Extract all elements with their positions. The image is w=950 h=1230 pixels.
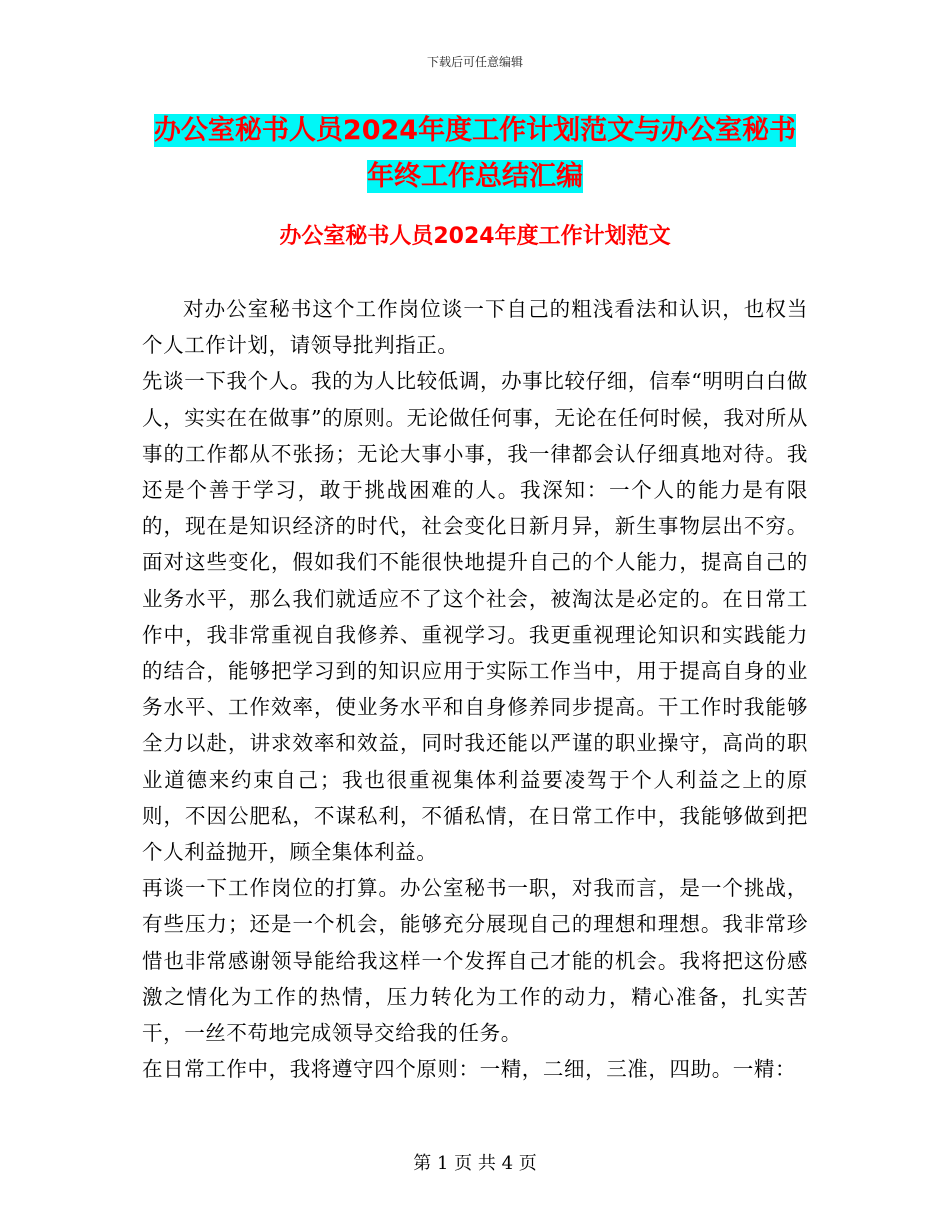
document-body: [142, 291, 808, 1087]
document-title: [0, 108, 950, 200]
page-footer: 第 1 页 共 4 页: [413, 1153, 537, 1174]
paragraph: 对办公室秘书这个工作岗位谈一下自己的粗浅看法和认识，也权当个人工作计划，请领导批判指正。: [142, 297, 808, 358]
section-title: 办公室秘书人员2024年度工作计划范文: [279, 224, 671, 249]
page-header: 下载后可任意编辑: [426, 55, 523, 69]
document-title-line-1: 办公室秘书人员2024年度工作计划范文与办公室秘书: [153, 115, 797, 146]
paragraph: 先谈一下我个人。我的为人比较低调，办事比较仔细，信奉“明明白白做人，实实在在做事”的原则。无论做任何事，无论在任何时候，我对所从事的工作都从不张扬；无论大事小事，我一律都会认仔细真地对待。我还是个善于学习，敢于挑战困难的人。我深知：一个人的能力是有限的，现在是知识经济的时代，社会变化日新月异，新生事物层出不穷。面对这些变化，假如我们不能很快地提升自己的个人能力，提高自己的业务水平，那么我们就适应不了这个社会，被淘汰是必定的。在日常工作中，我非常重视自我修养、重视学习。我更重视理论知识和实践能力的结合，能够把学习到的知识应用于实际工作当中，用于提高自身的业务水平、工作效率，使业务水平和自身修养同步提高。干工作时我能够全力以赴，讲求效率和效益，同时我还能以严谨的职业操守，高尚的职业道德来约束自己；我也很重视集体利益要凌驾于个人利益之上的原则，不因公肥私，不谋私利，不循私情，在日常工作中，我能够做到把个人利益抛开，顾全集体利益。: [142, 369, 808, 865]
paragraph: 在日常工作中，我将遵守四个原则：一精，二细，三准，四助。一精：: [142, 1057, 797, 1082]
paragraph: 再谈一下工作岗位的打算。办公室秘书一职，对我而言，是一个挑战，有些压力；还是一个机会，能够充分展现自己的理想和理想。我非常珍惜也非常感谢领导能给我这样一个发挥自己才能的机会。我将把这份感激之情化为工作的热情，压力转化为工作的动力，精心准备，扎实苦干，一丝不苟地完成领导交给我的任务。: [142, 876, 808, 1046]
document-title-line-2: 年终工作总结汇编: [367, 161, 583, 192]
